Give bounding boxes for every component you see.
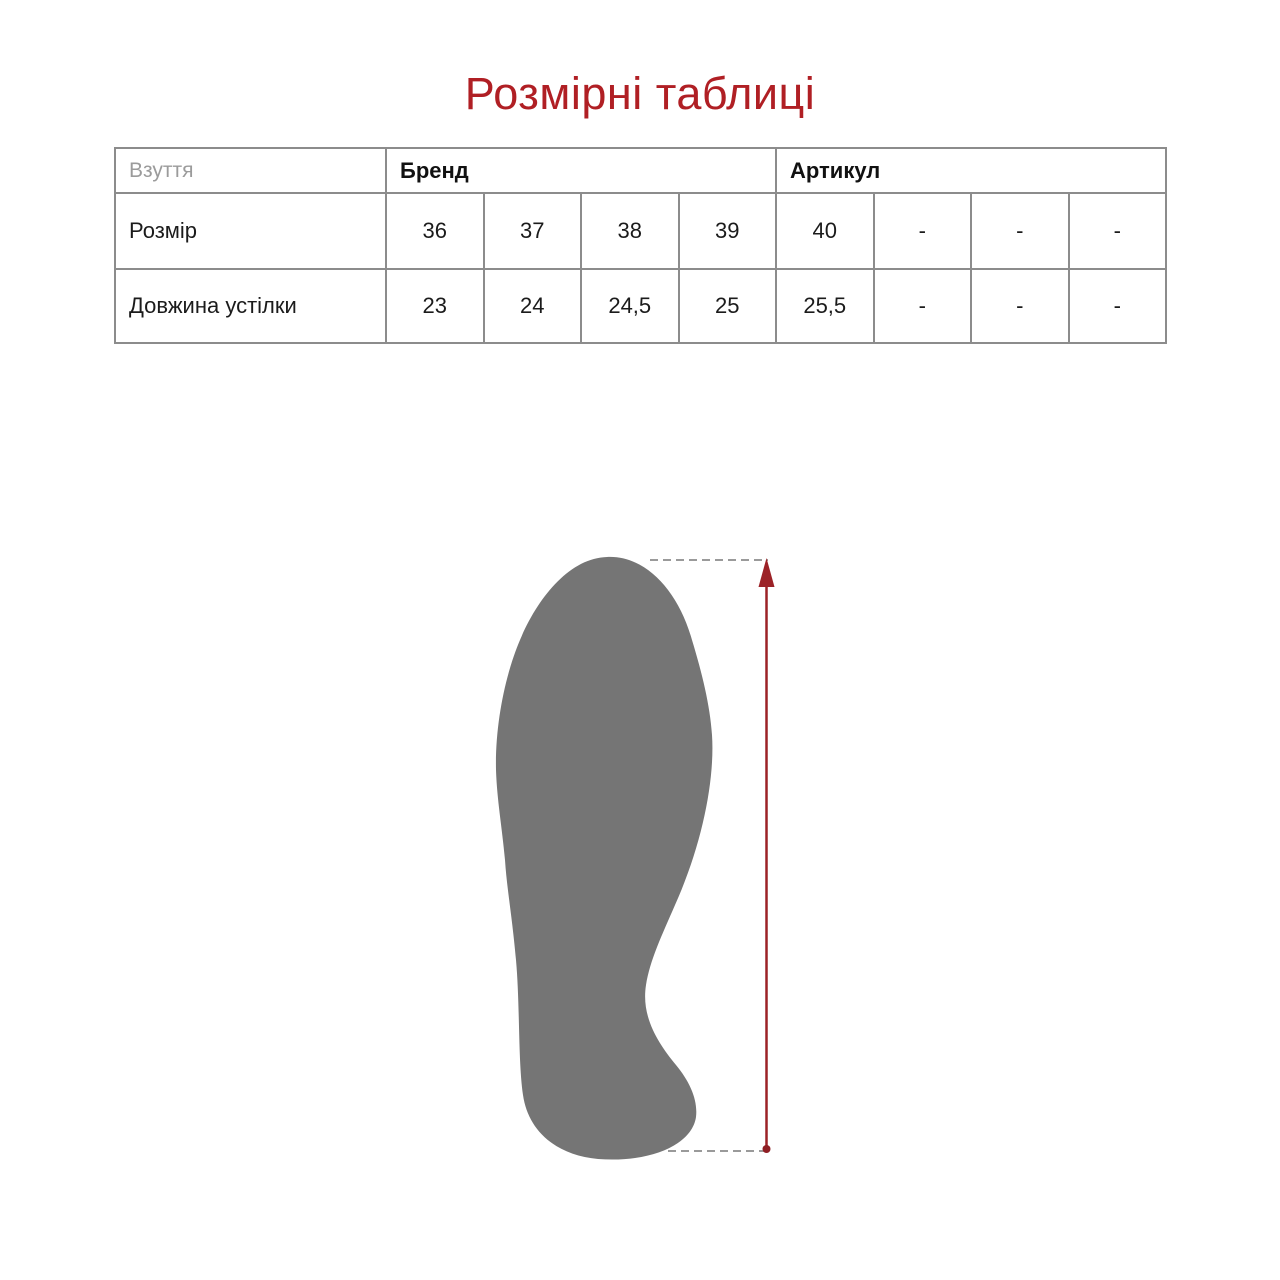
measurement-arrow-end-dot (763, 1145, 771, 1153)
measurement-arrow-head-icon (759, 558, 775, 587)
table-row-insole-length (115, 269, 1166, 343)
size-value: - (874, 193, 972, 269)
insole-length-value: - (874, 269, 972, 343)
insole-length-value: 25,5 (776, 269, 874, 343)
size-value: 37 (484, 193, 582, 269)
insole-length-value: - (1069, 269, 1167, 343)
insole-length-value: 23 (386, 269, 484, 343)
insole-length-value: 24,5 (581, 269, 679, 343)
size-value: 36 (386, 193, 484, 269)
footprint-silhouette-icon (496, 557, 712, 1160)
size-value: - (1069, 193, 1167, 269)
size-value: 38 (581, 193, 679, 269)
insole-length-value: - (971, 269, 1069, 343)
row-label-insole-length: Довжина устілки (115, 269, 386, 343)
table-row-size (115, 193, 1166, 269)
insole-length-diagram (470, 545, 790, 1170)
size-value: - (971, 193, 1069, 269)
header-article: Артикул (776, 148, 1166, 193)
row-label-size: Розмір (115, 193, 386, 269)
insole-length-value: 24 (484, 269, 582, 343)
size-table (114, 147, 1167, 344)
table-header-row (115, 148, 1166, 193)
page-title: Розмірні таблиці (464, 68, 816, 119)
size-value: 39 (679, 193, 777, 269)
header-shoes: Взуття (115, 148, 386, 193)
insole-length-value: 25 (679, 269, 777, 343)
header-brand: Бренд (386, 148, 776, 193)
size-value: 40 (776, 193, 874, 269)
